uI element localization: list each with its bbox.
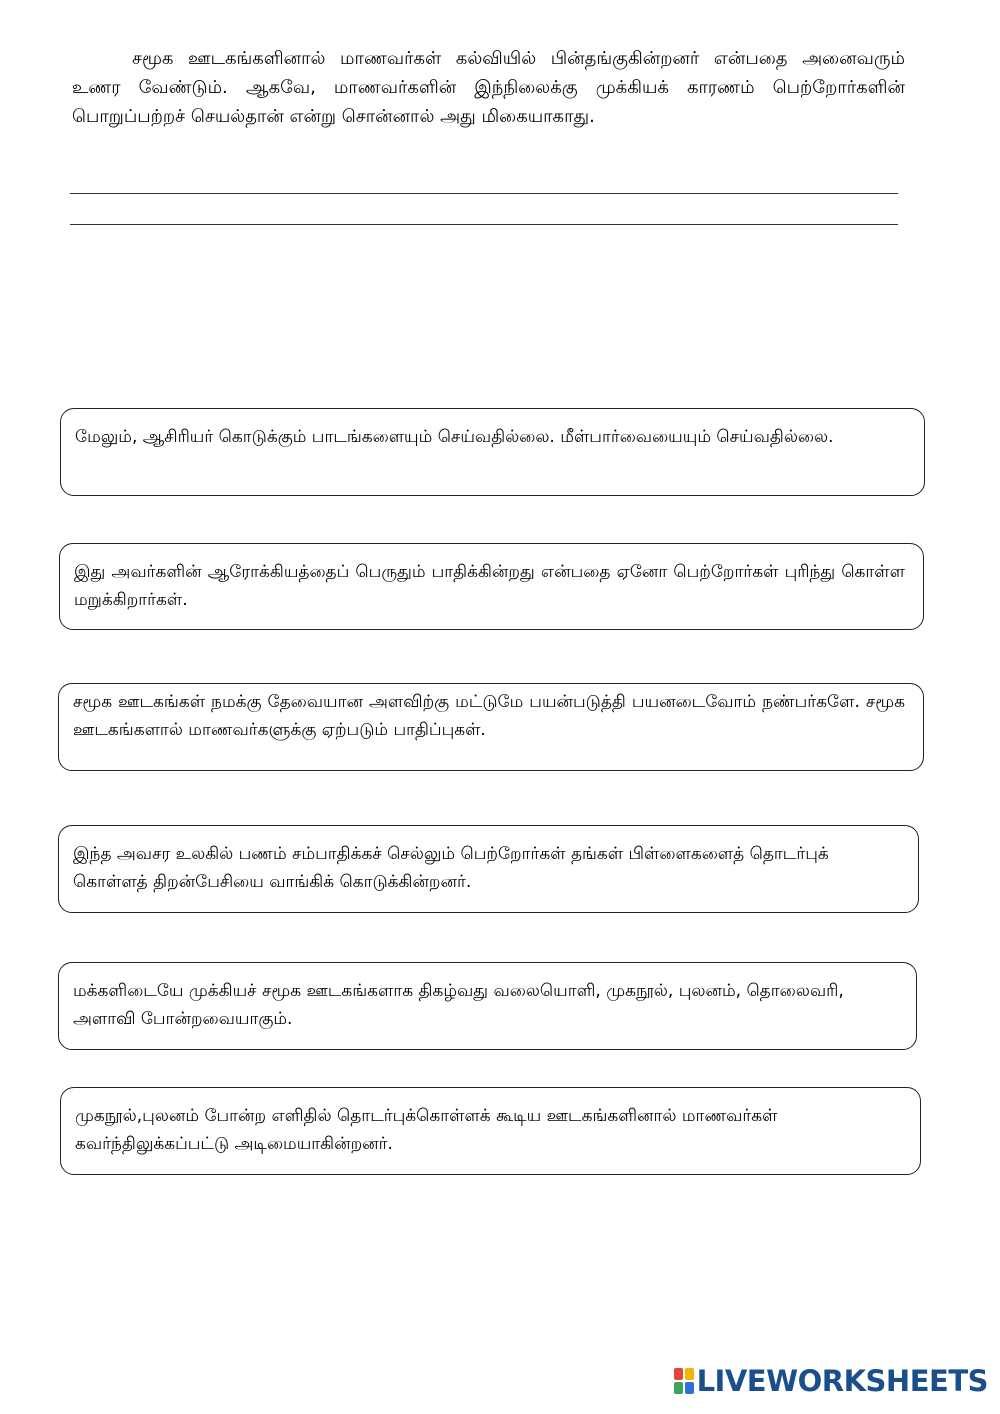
draggable-sentence-box[interactable] bbox=[58, 825, 919, 913]
sentence-text: சமூக ஊடகங்கள் நமக்கு தேவையான அளவிற்கு மட்டுமே பயன்படுத்தி பயனடைவோம் நண்பர்களே. சமூக ஊடகங்களால் மாணவர்களுக்கு ஏற்படும் பாதிப்புகள். bbox=[73, 692, 905, 740]
sentence-text: இது அவர்களின் ஆரோக்கியத்தைப் பெருதும் பாதிக்கின்றது என்பதை ஏனோ பெற்றோர்கள் புரிந்து கொள்ள மறுக்கிறார்கள். bbox=[74, 562, 905, 610]
draggable-sentence-box[interactable] bbox=[60, 1087, 921, 1175]
draggable-sentence-box[interactable] bbox=[60, 408, 925, 496]
liveworksheets-logo bbox=[674, 1364, 988, 1398]
sentence-text: மக்களிடையே முக்கியச் சமூக ஊடகங்களாக திகழ்வது வலையொளி, முகநூல், புலனம், தொலைவரி, அளாவி போன்றவையாகும். bbox=[73, 981, 844, 1029]
intro-paragraph: சமூக ஊடகங்களினால் மாணவர்கள் கல்வியில் பின்தங்குகின்றனர் என்பதை அனைவரும் உணர வேண்டும். ஆகவே, மாணவர்களின் இந்நிலைக்கு முக்கியக் காரணம் பெற்றோர்களின் பொறுப்பற்றச் செயல்தான் என்று சொன்னால் அது மிகையாகாது. bbox=[72, 48, 905, 127]
draggable-sentence-box[interactable] bbox=[58, 962, 917, 1050]
liveworksheets-mark-icon bbox=[674, 1368, 694, 1394]
draggable-sentence-box[interactable] bbox=[58, 683, 924, 771]
sentence-text: மேலும், ஆசிரியர் கொடுக்கும் பாடங்களையும் செய்வதில்லை. மீள்பார்வையையும் செய்வதில்லை. bbox=[75, 427, 834, 447]
sentence-text: முகநூல்,புலனம் போன்ற எளிதில் தொடர்புக்கொள்ளக் கூடிய ஊடகங்களினால் மாணவர்கள் கவர்ந்திலுக்கப்பட்டு அடிமையாகின்றனர். bbox=[75, 1106, 778, 1154]
logo-wordmark: LIVEWORKSHEETS bbox=[696, 1364, 988, 1398]
draggable-sentence-box[interactable] bbox=[59, 543, 924, 630]
answer-line-2[interactable] bbox=[70, 224, 898, 225]
answer-line-1[interactable] bbox=[70, 193, 898, 194]
sentence-text: இந்த அவசர உலகில் பணம் சம்பாதிக்கச் செல்லும் பெற்றோர்கள் தங்கள் பிள்ளைகளைத் தொடர்புக் கொள்ளத் திறன்பேசியை வாங்கிக் கொடுக்கின்றனர். bbox=[73, 844, 829, 892]
